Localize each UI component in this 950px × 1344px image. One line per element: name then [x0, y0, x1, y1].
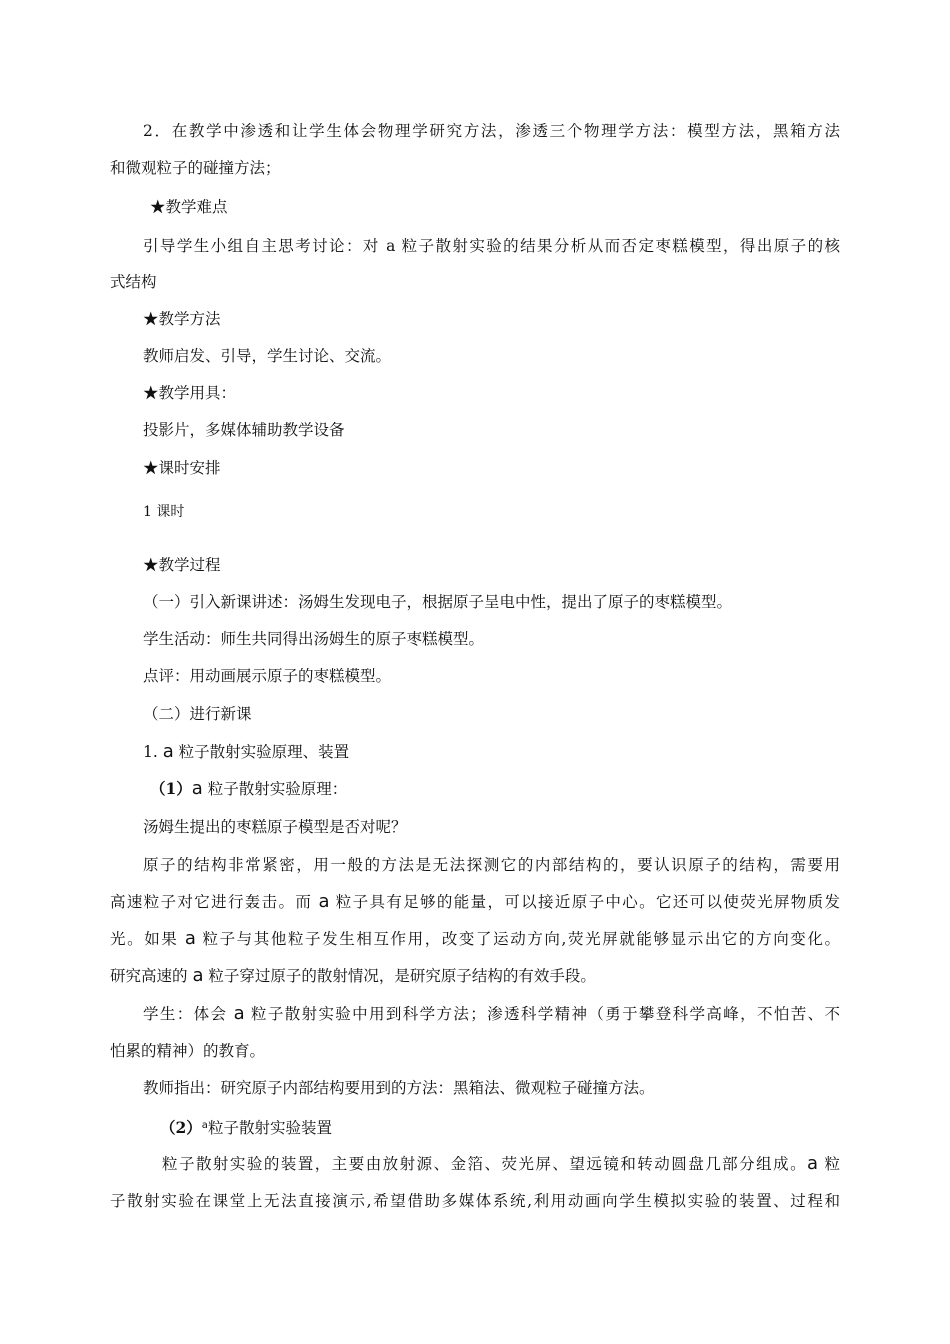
paragraph-line: 汤姆生提出的枣糕原子模型是否对呢？	[143, 818, 407, 836]
alpha-symbol: a	[807, 1153, 819, 1174]
text-span: 粒子散射实验中用到科学方法；渗透科学精神（勇于攀登科学高峰，不怕苦、不	[244, 1005, 840, 1023]
paragraph-line: 教师指出：研究原子内部结构要用到的方法：黑箱法、微观粒子碰撞方法。	[143, 1079, 655, 1097]
paragraph-line	[110, 892, 840, 912]
paragraph-line: 学生活动：师生共同得出汤姆生的原子枣糕模型。	[143, 630, 485, 648]
subheading-text: 粒子散射实验装置	[207, 1119, 332, 1137]
alpha-symbol: a	[162, 741, 174, 762]
alpha-symbol: a	[192, 965, 204, 986]
paragraph-line	[162, 1154, 840, 1174]
text-span: 粒	[818, 1155, 840, 1173]
paragraph-line: 引导学生小组自主思考讨论：对 a 粒子散射实验的结果分析从而否定枣糕模型，得出原子的核	[143, 237, 840, 255]
paragraph-line: 2．在教学中渗透和让学生体会物理学研究方法，渗透三个物理学方法：模型方法，黑箱方法	[143, 122, 840, 140]
paragraph-line: （一）引入新课讲述：汤姆生发现电子，根据原子呈电中性，提出了原子的枣糕模型。	[143, 593, 733, 611]
text-span: 粒子穿过原子的散射情况，是研究原子结构的有效手段。	[203, 967, 596, 985]
numbered-heading	[143, 742, 349, 762]
text-span: 粒子具有足够的能量，可以接近原子中心。它还可以使荧光屏物质发	[329, 893, 840, 911]
paragraph-line	[143, 1004, 840, 1024]
paragraph-line	[110, 966, 596, 986]
paragraph-line: 1 课时	[143, 504, 185, 520]
alpha-symbol: a	[233, 1003, 245, 1024]
alpha-symbol: a	[184, 928, 196, 949]
subheading	[160, 1116, 332, 1138]
subheading-text: 粒子散射实验原理：	[202, 780, 348, 798]
section-heading: ★教学过程	[143, 556, 221, 574]
section-heading: ★课时安排	[143, 459, 221, 477]
text-span: 粒子散射实验的装置，主要由放射源、金箔、荧光屏、望远镜和转动圆盘几部分组成。	[162, 1155, 808, 1173]
paragraph-line: 式结构	[110, 273, 157, 291]
subheading-number: （2）	[160, 1118, 202, 1137]
paragraph-line: 投影片，多媒体辅助教学设备	[143, 421, 345, 439]
section-heading: ★教学难点	[150, 198, 228, 216]
text-span: 粒子与其他粒子发生相互作用，改变了运动方向,荧光屏就能够显示出它的方向变化。	[195, 930, 840, 948]
paragraph-line: 点评：用动画展示原子的枣糕模型。	[143, 667, 392, 685]
subheading-number: （1）	[150, 779, 192, 798]
section-heading: ★教学方法	[143, 310, 221, 328]
alpha-symbol: a	[191, 778, 203, 799]
section-heading: ★教学用具：	[143, 384, 237, 402]
text-span: 高速粒子对它进行轰击。而	[110, 893, 319, 911]
alpha-symbol: a	[318, 891, 330, 912]
paragraph-line: 怕累的精神）的教育。	[110, 1042, 266, 1060]
paragraph-line: 教师启发、引导，学生讨论、交流。	[143, 347, 392, 365]
heading-number: 1.	[143, 743, 163, 761]
text-span: 研究高速的	[110, 967, 193, 985]
section-heading: （二）进行新课	[143, 705, 252, 723]
paragraph-line: 和微观粒子的碰撞方法；	[110, 159, 281, 177]
paragraph-line: 原子的结构非常紧密，用一般的方法是无法探测它的内部结构的，要认识原子的结构，需要用	[143, 856, 840, 874]
alpha-symbol: a	[201, 1120, 208, 1131]
heading-text: 粒子散射实验原理、装置	[173, 743, 350, 761]
paragraph-line: 子散射实验在课堂上无法直接演示,希望借助多媒体系统,利用动画向学生模拟实验的装置、过程和	[110, 1192, 840, 1210]
subheading	[150, 779, 347, 799]
paragraph-line	[110, 929, 840, 949]
text-span: 光。如果	[110, 930, 185, 948]
text-span: 学生：体会	[143, 1005, 234, 1023]
